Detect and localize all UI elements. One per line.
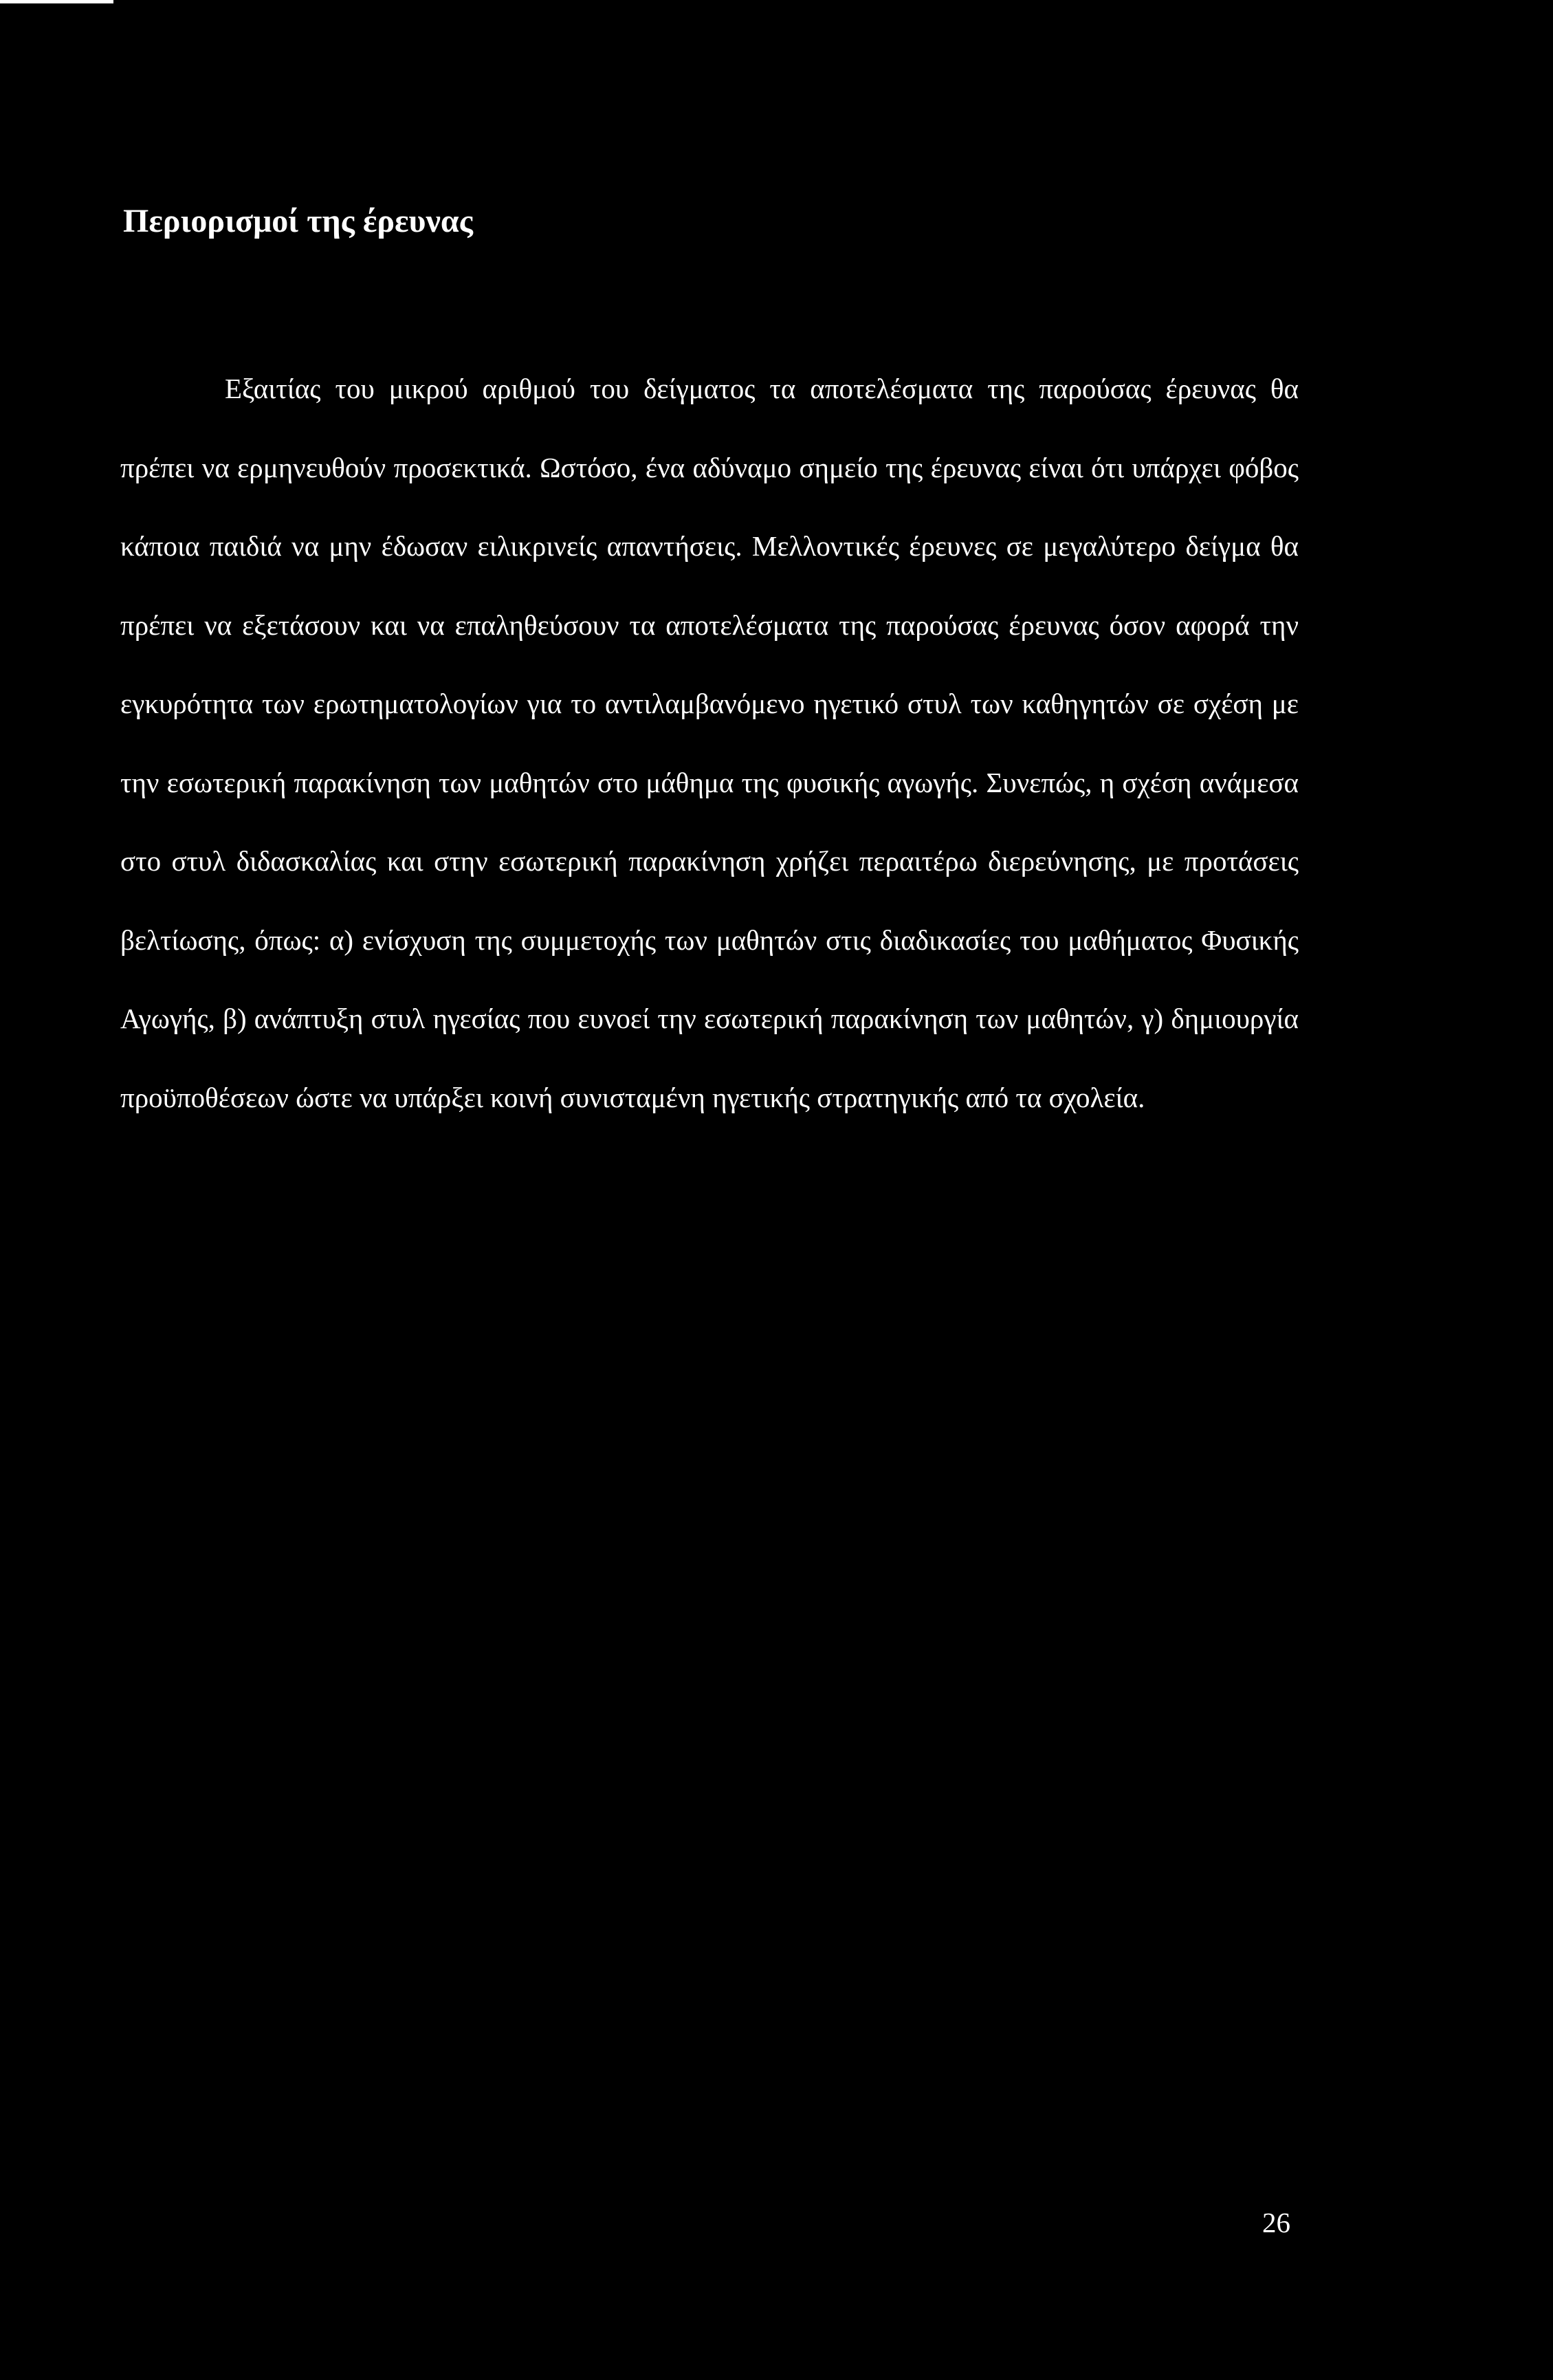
section-heading: Περιορισμοί της έρευνας [123, 203, 473, 239]
body-paragraph: Εξαιτίας του μικρού αριθμού του δείγματος τα αποτελέσματα της παρούσας έρευνας θα πρέπει να ερμηνευθούν προσεκτικά. Ωστόσο, ένα αδύναμο σημείο της έρευνας είναι ότι υπάρχει φόβος κάποια παιδιά να μην έδωσαν ειλικρινείς απαντήσεις. Μελλοντικές έρευνες σε μεγαλύτερο δείγμα θα πρέπει να εξετάσουν και να επαληθεύσουν τα αποτελέσματα της παρούσας έρευνας όσον αφορά την εγκυρότητα των ερωτηματολογίων για το αντιλαμβανόμενο ηγετικό στυλ των καθηγητών σε σχέση με την εσωτερική παρακίνηση των μαθητών στο μάθημα της φυσικής αγωγής. Συνεπώς, η σχέση ανάμεσα στο στυλ διδασκαλίας και στην εσωτερική παρακίνηση χρήζει περαιτέρω διερεύνησης, με προτάσεις βελτίωσης, όπως: α) ενίσχυση της συμμετοχής των μαθητών στις διαδικασίες του μαθήματος Φυσικής Αγωγής, β) ανάπτυξη στυλ ηγεσίας που ευνοεί την εσωτερική παρακίνηση των μαθητών, γ) δημιουργία προϋποθέσεων ώστε να υπάρξει κοινή συνισταμένη ηγετικής στρατηγικής από τα σχολεία. [120, 373, 1299, 1113]
page-number: 26 [1262, 2207, 1290, 2238]
top-rule [0, 0, 113, 3]
